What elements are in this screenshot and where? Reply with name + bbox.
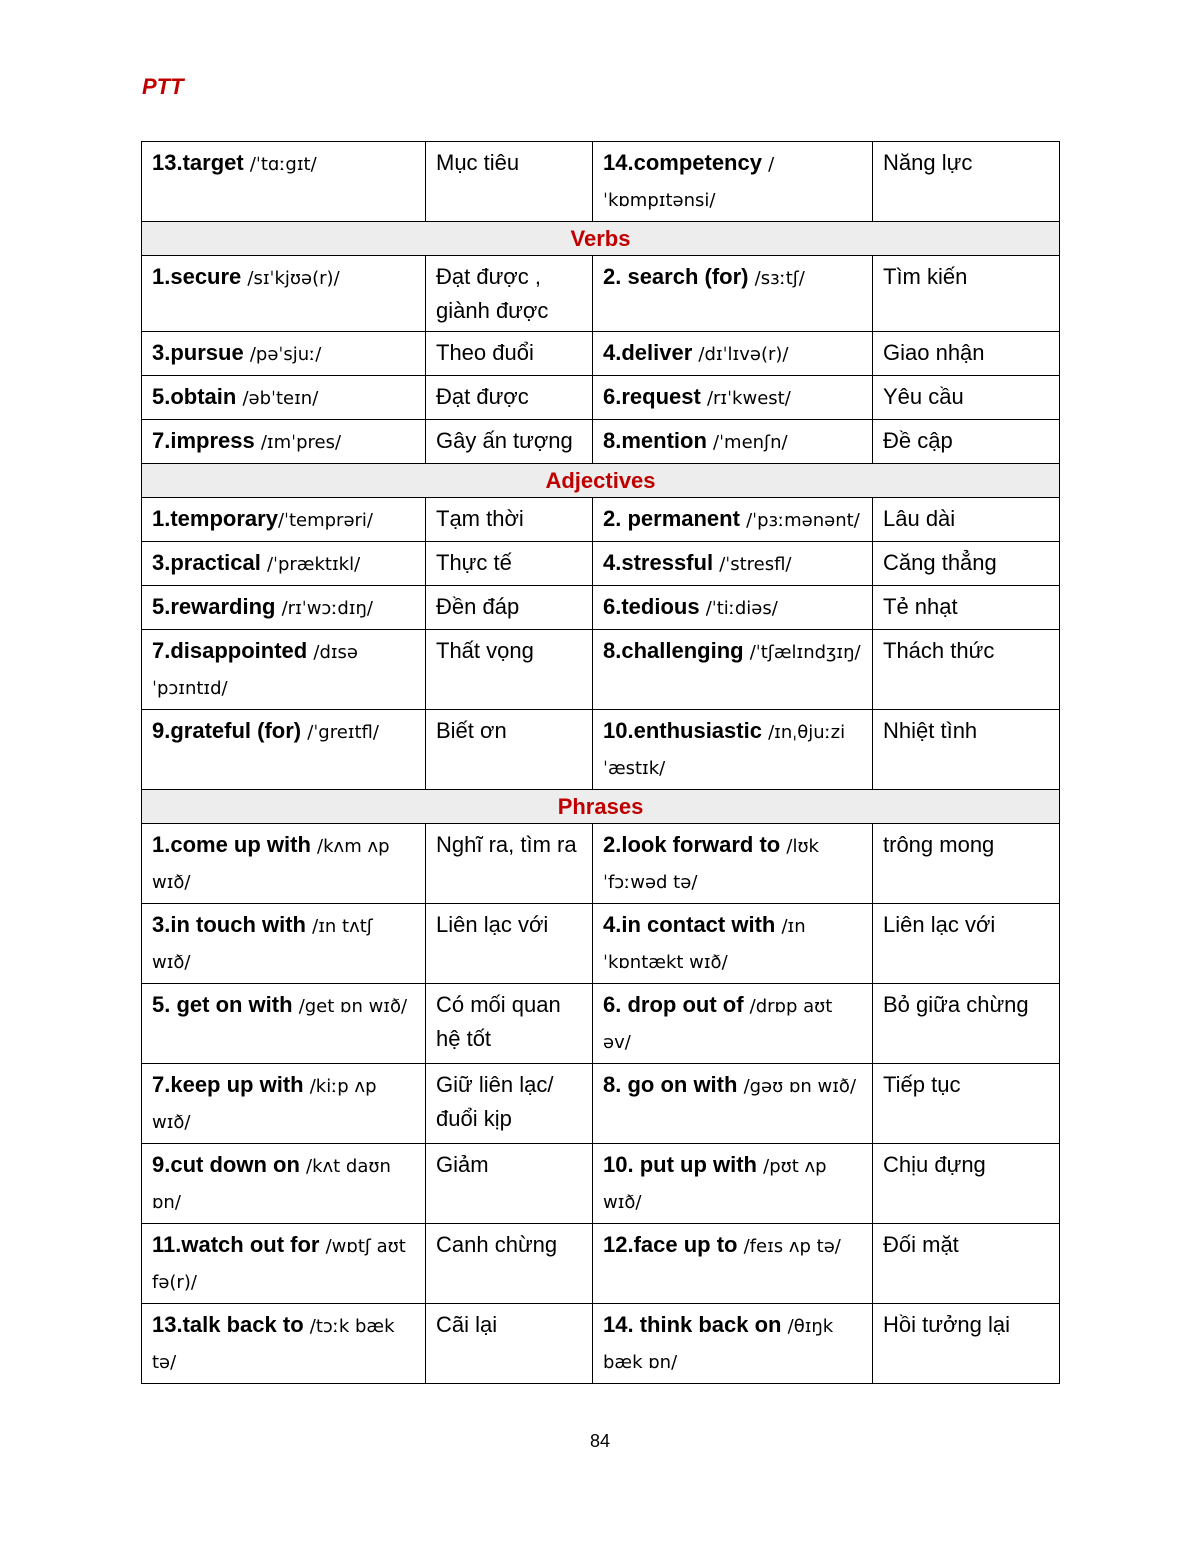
pronunciation: /pəˈsjuː/	[249, 344, 322, 365]
vocab-word: 10. put up with	[603, 1152, 757, 1177]
word-cell	[142, 984, 426, 1064]
pronunciation: /ˈpɜːmənənt/	[746, 510, 860, 531]
meaning-cell: Đề cập	[873, 420, 1060, 464]
vocab-word: 4.stressful	[603, 550, 714, 575]
vocab-word: 6. drop out of	[603, 992, 744, 1017]
vocab-word: 6.request	[603, 384, 701, 409]
vocab-word: 7.disappointed	[152, 638, 308, 663]
table-row	[142, 586, 1060, 630]
word-cell	[142, 1224, 426, 1304]
meaning-cell: Tiếp tục	[873, 1064, 1060, 1144]
pronunciation: /ˈkɒmpɪtənsi/	[603, 154, 775, 211]
vocab-word: 7.keep up with	[152, 1072, 304, 1097]
pronunciation: /feɪs ʌp tə/	[743, 1236, 841, 1257]
meaning-cell: Canh chừng	[426, 1224, 593, 1304]
meaning-cell: Biết ơn	[426, 710, 593, 790]
table-row	[142, 332, 1060, 376]
pronunciation: /ˈstresfl/	[719, 554, 792, 575]
pronunciation: /ˈtiːdiəs/	[705, 598, 778, 619]
vocab-word: 9.grateful (for)	[152, 718, 302, 743]
vocab-word: 13.talk back to	[152, 1312, 304, 1337]
section-header-row	[142, 222, 1060, 256]
pronunciation: /dɪˈlɪvə(r)/	[698, 344, 789, 365]
vocab-word: 8.challenging	[603, 638, 744, 663]
vocab-word: 2. permanent	[603, 506, 740, 531]
meaning-cell: Giữ liên lạc/đuổi kịp	[426, 1064, 593, 1144]
pronunciation: /ɪn tʌtʃ wɪð/	[152, 916, 373, 973]
meaning-cell: Thực tế	[426, 542, 593, 586]
word-cell	[593, 498, 873, 542]
word-cell	[593, 542, 873, 586]
meaning-cell: Yêu cầu	[873, 376, 1060, 420]
word-cell	[593, 1304, 873, 1384]
vocab-word: 1.come up with	[152, 832, 311, 857]
pronunciation: /gəʊ ɒn wɪð/	[743, 1076, 857, 1097]
meaning-cell: Gây ấn tượng	[426, 420, 593, 464]
section-title: Adjectives	[142, 464, 1060, 498]
meaning-cell: Liên lạc với	[426, 904, 593, 984]
vocab-word: 2. search (for)	[603, 264, 749, 289]
vocab-word: 8. go on with	[603, 1072, 738, 1097]
vocab-word: 5.rewarding	[152, 594, 276, 619]
word-cell	[593, 984, 873, 1064]
word-cell	[593, 824, 873, 904]
section-title: Verbs	[142, 222, 1060, 256]
vocab-word: 5.obtain	[152, 384, 237, 409]
word-cell	[593, 630, 873, 710]
table-row	[142, 542, 1060, 586]
meaning-cell: Đạt được	[426, 376, 593, 420]
word-cell	[142, 256, 426, 332]
meaning-cell: Thất vọng	[426, 630, 593, 710]
word-cell	[142, 542, 426, 586]
word-cell	[593, 256, 873, 332]
vocabulary-table	[141, 141, 1060, 1384]
pronunciation: /ˈmenʃn/	[713, 432, 788, 453]
pronunciation: /ˈtɑːgɪt/	[249, 154, 317, 175]
pronunciation: /kiːp ʌp wɪð/	[152, 1076, 377, 1133]
pronunciation: /lʊk ˈfɔːwəd tə/	[603, 836, 819, 893]
table-row	[142, 710, 1060, 790]
pronunciation: /wɒtʃ aʊt fə(r)/	[152, 1236, 406, 1293]
vocab-word: 1.temporary	[152, 506, 278, 531]
meaning-cell: Năng lực	[873, 142, 1060, 222]
word-cell	[593, 376, 873, 420]
word-cell	[142, 904, 426, 984]
meaning-cell: Đối mặt	[873, 1224, 1060, 1304]
meaning-cell: Căng thẳng	[873, 542, 1060, 586]
vocab-word: 14. think back on	[603, 1312, 782, 1337]
meaning-cell: Theo đuổi	[426, 332, 593, 376]
pronunciation: /ˈpræktɪkl/	[266, 554, 361, 575]
vocab-word: 5. get on with	[152, 992, 293, 1017]
pronunciation: /θɪŋk bæk ɒn/	[603, 1316, 834, 1373]
meaning-cell: Tìm kiến	[873, 256, 1060, 332]
vocab-word: 4.deliver	[603, 340, 693, 365]
table-row	[142, 1144, 1060, 1224]
pronunciation: /ɪmˈpres/	[260, 432, 342, 453]
pronunciation: /sɜːtʃ/	[754, 268, 805, 289]
pronunciation: /əbˈteɪn/	[242, 388, 319, 409]
meaning-cell: Lâu dài	[873, 498, 1060, 542]
pronunciation: /rɪˈkwest/	[706, 388, 791, 409]
word-cell	[142, 1064, 426, 1144]
table-row	[142, 142, 1060, 222]
vocab-word: 12.face up to	[603, 1232, 738, 1257]
pronunciation: /ˈgreɪtfl/	[307, 722, 379, 743]
pronunciation: /rɪˈwɔːdɪŋ/	[281, 598, 373, 619]
vocab-word: 10.enthusiastic	[603, 718, 762, 743]
pronunciation: /ˈtʃælɪndʒɪŋ/	[749, 642, 861, 663]
pronunciation: /drɒp aʊt əv/	[603, 996, 833, 1053]
vocab-word: 6.tedious	[603, 594, 700, 619]
meaning-cell: Tẻ nhạt	[873, 586, 1060, 630]
table-row	[142, 1304, 1060, 1384]
pronunciation: /dɪsəˈpɔɪntɪd/	[152, 642, 359, 699]
table-row	[142, 984, 1060, 1064]
pronunciation: /kʌt daʊn ɒn/	[152, 1156, 391, 1213]
meaning-cell: Chịu đựng	[873, 1144, 1060, 1224]
table-row	[142, 376, 1060, 420]
pronunciation: /tɔːk bæk tə/	[152, 1316, 395, 1373]
page-number: 84	[589, 1431, 611, 1451]
word-cell	[593, 1144, 873, 1224]
meaning-cell: Có mối quan hệ tốt	[426, 984, 593, 1064]
vocabulary-table-body	[142, 142, 1060, 1384]
table-row	[142, 1064, 1060, 1144]
pronunciation: /sɪˈkjʊə(r)/	[247, 268, 340, 289]
word-cell	[142, 420, 426, 464]
word-cell	[593, 904, 873, 984]
word-cell	[142, 630, 426, 710]
vocab-word: 13.target	[152, 150, 244, 175]
vocab-word: 3.in touch with	[152, 912, 306, 937]
word-cell	[593, 332, 873, 376]
table-row	[142, 824, 1060, 904]
pronunciation: /ɪn ˈkɒntækt wɪð/	[603, 916, 806, 973]
meaning-cell: Liên lạc với	[873, 904, 1060, 984]
section-title: Phrases	[142, 790, 1060, 824]
meaning-cell: trông mong	[873, 824, 1060, 904]
pronunciation: /ɪnˌθjuːziˈæstɪk/	[603, 722, 846, 779]
vocab-word: 1.secure	[152, 264, 242, 289]
word-cell	[142, 824, 426, 904]
pronunciation: /pʊt ʌp wɪð/	[603, 1156, 827, 1213]
vocab-word: 14.competency	[603, 150, 762, 175]
meaning-cell: Hồi tưởng lại	[873, 1304, 1060, 1384]
vocab-word: 9.cut down on	[152, 1152, 300, 1177]
section-header-row	[142, 464, 1060, 498]
table-row	[142, 1224, 1060, 1304]
word-cell	[142, 498, 426, 542]
pronunciation: /ˈtemprəri/	[277, 510, 373, 531]
section-header-row	[142, 790, 1060, 824]
word-cell	[593, 710, 873, 790]
word-cell	[142, 710, 426, 790]
table-row	[142, 904, 1060, 984]
meaning-cell: Đền đáp	[426, 586, 593, 630]
word-cell	[142, 376, 426, 420]
meaning-cell: Nghĩ ra, tìm ra	[426, 824, 593, 904]
meaning-cell: Giao nhận	[873, 332, 1060, 376]
document-header: PTT	[142, 74, 184, 99]
meaning-cell: Mục tiêu	[426, 142, 593, 222]
word-cell	[142, 1304, 426, 1384]
word-cell	[593, 586, 873, 630]
word-cell	[142, 142, 426, 222]
word-cell	[593, 142, 873, 222]
vocab-word: 11.watch out for	[152, 1232, 320, 1257]
table-row	[142, 498, 1060, 542]
vocab-word: 2.look forward to	[603, 832, 781, 857]
word-cell	[593, 1064, 873, 1144]
pronunciation: /kʌm ʌp wɪð/	[152, 836, 390, 893]
vocab-word: 4.in contact with	[603, 912, 776, 937]
table-row	[142, 256, 1060, 332]
word-cell	[142, 1144, 426, 1224]
meaning-cell: Giảm	[426, 1144, 593, 1224]
meaning-cell: Đạt được , giành được	[426, 256, 593, 332]
meaning-cell: Bỏ giữa chừng	[873, 984, 1060, 1064]
word-cell	[593, 1224, 873, 1304]
word-cell	[593, 420, 873, 464]
vocab-word: 7.impress	[152, 428, 255, 453]
pronunciation: /get ɒn wɪð/	[298, 996, 408, 1017]
meaning-cell: Cãi lại	[426, 1304, 593, 1384]
table-row	[142, 420, 1060, 464]
vocab-word: 3.pursue	[152, 340, 244, 365]
vocab-word: 3.practical	[152, 550, 261, 575]
table-row	[142, 630, 1060, 710]
meaning-cell: Nhiệt tình	[873, 710, 1060, 790]
vocab-word: 8.mention	[603, 428, 707, 453]
meaning-cell: Thách thức	[873, 630, 1060, 710]
meaning-cell: Tạm thời	[426, 498, 593, 542]
word-cell	[142, 332, 426, 376]
word-cell	[142, 586, 426, 630]
